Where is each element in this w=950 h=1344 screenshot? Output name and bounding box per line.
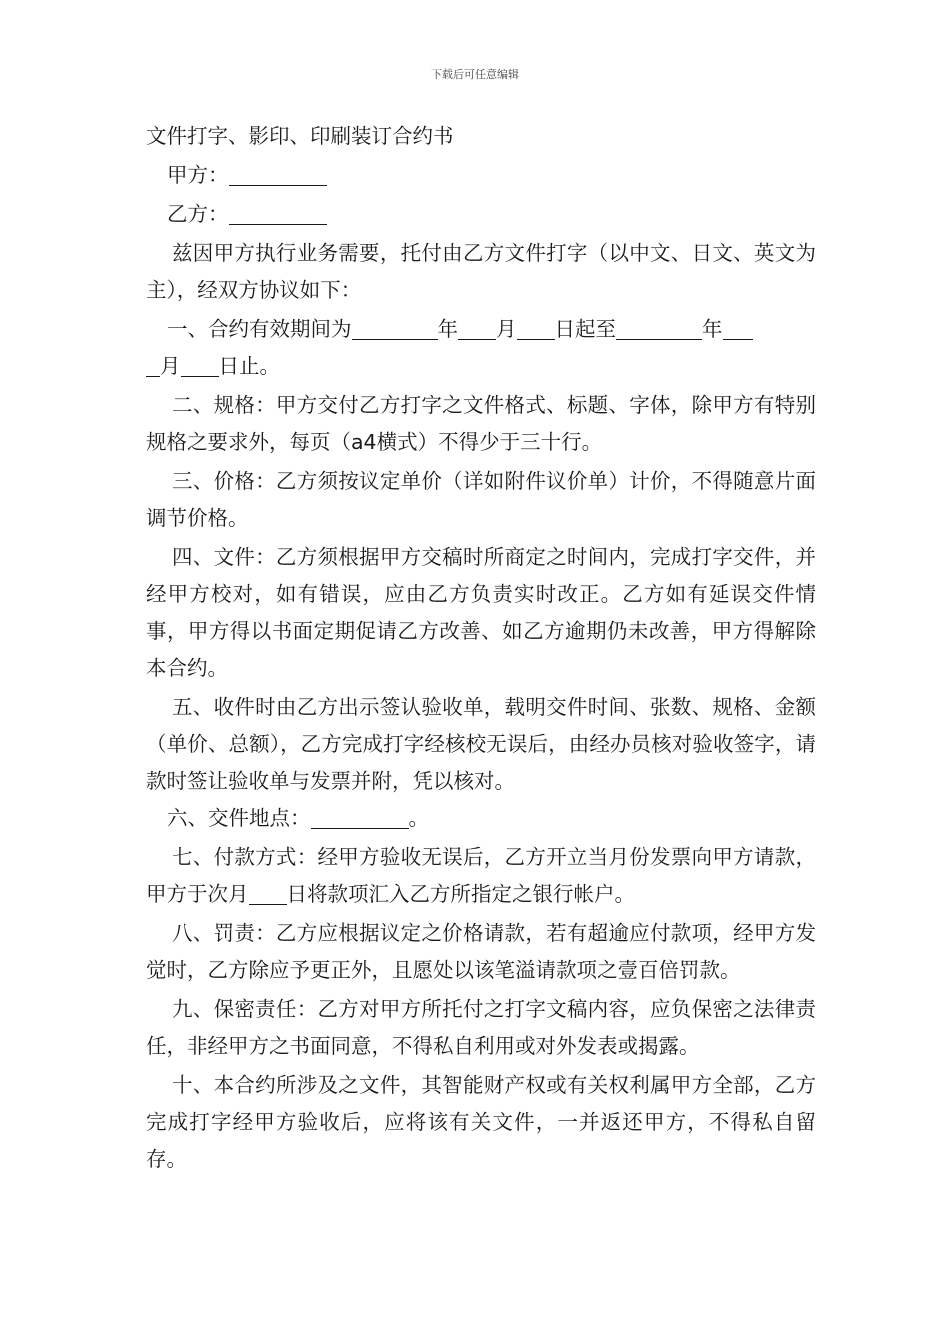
party-a-line <box>146 157 816 194</box>
clause-6-suffix: 。 <box>408 806 429 830</box>
clause-1-year2: 年 <box>702 317 723 341</box>
end-month-blank-part2 <box>146 354 160 377</box>
party-a-label: 甲方： <box>167 163 229 187</box>
end-year-blank <box>616 317 702 340</box>
payment-day-blank <box>249 882 287 905</box>
party-b-blank <box>229 202 327 225</box>
party-a-blank <box>229 163 327 186</box>
clause-1-month: 月 <box>496 317 517 341</box>
clause-7-part1: 七、付款方式：经甲方验收无误后，乙方开立当月份发票向甲方请款，甲方于次月 <box>146 845 816 906</box>
clause-4: 四、文件：乙方须根据甲方交稿时所商定之时间内，完成打字交件，并经甲方校对，如有错误，应由乙方负责实时改正。乙方如有延误交件情事，甲方得以书面定期促请乙方改善、如乙方逾期仍未改善，甲方得解除本合约。 <box>146 545 816 680</box>
contract-document <box>146 118 816 1178</box>
clause-3: 三、价格：乙方须按议定单价（详如附件议价单）计价，不得随意片面调节价格。 <box>146 469 816 530</box>
clause-6-prefix: 六、交件地点： <box>167 806 311 830</box>
clause-7-part2: 日将款项汇入乙方所指定之银行帐户。 <box>286 882 635 906</box>
clause-1-month2: 月 <box>160 354 181 378</box>
clause-1-day-from: 日起至 <box>554 317 616 341</box>
clause-1 <box>146 311 816 385</box>
clause-7 <box>146 839 816 913</box>
party-b-label: 乙方： <box>167 202 229 226</box>
clause-1-end: 日止。 <box>218 354 280 378</box>
start-year-blank <box>352 317 438 340</box>
clause-1-year: 年 <box>437 317 458 341</box>
page-header-note: 下载后可任意编辑 <box>431 68 519 81</box>
clause-1-prefix: 一、合约有效期间为 <box>167 317 352 341</box>
party-b-line <box>146 196 816 233</box>
document-title: 文件打字、影印、印刷装订合约书 <box>146 124 454 148</box>
start-day-blank <box>517 317 555 340</box>
delivery-location-blank <box>311 806 409 829</box>
clause-9: 九、保密责任：乙方对甲方所托付之打字文稿内容，应负保密之法律责任，非经甲方之书面同意，不得私自利用或对外发表或揭露。 <box>146 997 816 1058</box>
clause-6 <box>146 800 816 837</box>
intro-paragraph: 兹因甲方执行业务需要，托付由乙方文件打字（以中文、日文、英文为主），经双方协议如下： <box>146 241 816 302</box>
clause-10: 十、本合约所涉及之文件，其智能财产权或有关权利属甲方全部，乙方完成打字经甲方验收后，应将该有关文件，一并返还甲方，不得私自留存。 <box>146 1073 816 1171</box>
end-day-blank <box>181 354 219 377</box>
end-month-blank-part1 <box>723 317 753 340</box>
clause-8: 八、罚责：乙方应根据议定之价格请款，若有超逾应付款项，经甲方发觉时，乙方除应予更正外，且愿处以该笔溢请款项之壹百倍罚款。 <box>146 921 816 982</box>
clause-5: 五、收件时由乙方出示签认验收单，载明交件时间、张数、规格、金额（单价、总额），乙方完成打字经核校无误后，由经办员核对验收签字，请款时签让验收单与发票并附，凭以核对。 <box>146 695 816 793</box>
start-month-blank <box>458 317 496 340</box>
clause-2: 二、规格：甲方交付乙方打字之文件格式、标题、字体，除甲方有特别规格之要求外，每页（a4横式）不得少于三十行。 <box>146 393 816 454</box>
